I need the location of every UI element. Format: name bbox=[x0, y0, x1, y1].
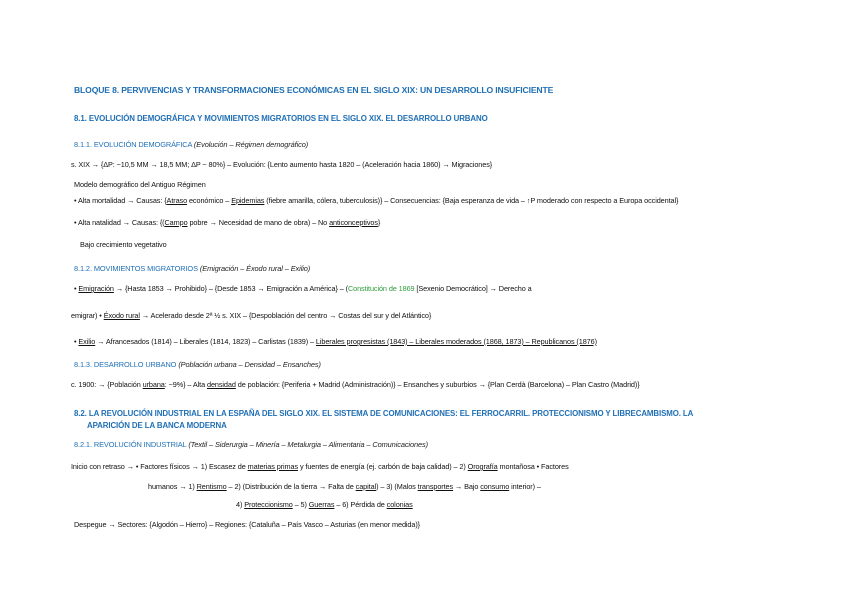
urban-text-a: c. 1900: → {Población bbox=[71, 380, 143, 389]
human2-text-a: 4) bbox=[236, 500, 245, 509]
emigration-text-a: • bbox=[74, 284, 79, 293]
urban-text-b: : ~9%} – Alta bbox=[164, 380, 207, 389]
mortality-text-c: (fiebre amarilla, cólera, tuberculosis)} – Consecuencias: {Baja esperanza de vida – ↑P moderado con respecto a Europa occidental} bbox=[264, 196, 679, 205]
rural-exodus-text-b: → Acelerado desde 2ª ½ s. XIX – {Despoblación del centro → Costas del sur y del Atlántico} bbox=[139, 311, 432, 320]
section-8-2-heading-line1: 8.2. LA REVOLUCIÓN INDUSTRIAL EN LA ESPAÑA DEL SIGLO XIX. EL SISTEMA DE COMUNICACIONES: EL FERROCARRIL. PROTECCIONISMO Y LIBRECAMBISMO. LA bbox=[74, 409, 694, 418]
section-8-1-1-note: (Evolución – Régimen demográfico) bbox=[193, 140, 309, 149]
emigration-text-c: [Sexenio Democrático] → Derecho a bbox=[414, 284, 532, 293]
natality-text-a: • Alta natalidad → Causas: {( bbox=[74, 218, 165, 227]
urban-text-c: de población: {Periferia + Madrid (Administración)} – Ensanches y suburbios → {Plan Cerdà (Barcelona) – Plan Castro (Madrid)} bbox=[235, 380, 640, 389]
section-8-2-1-heading bbox=[74, 440, 428, 449]
human-text-d: → Bajo bbox=[453, 482, 481, 491]
human-text-b: – 2) (Distribución de la tierra → Falta de bbox=[226, 482, 356, 491]
mortality-bullet bbox=[74, 196, 678, 205]
section-8-1-1-heading bbox=[74, 140, 308, 149]
natality-bullet bbox=[74, 218, 380, 227]
rural-exodus-text-a: emigrar) • bbox=[71, 311, 104, 320]
urban-term-urbana: urbana bbox=[142, 380, 165, 389]
natality-text-c: } bbox=[377, 218, 381, 227]
section-8-2-1-title: 8.2.1. REVOLUCIÓN INDUSTRIAL bbox=[74, 440, 187, 449]
term-transportes: transportes bbox=[417, 482, 454, 491]
term-materias-primas: materias primas bbox=[247, 462, 299, 471]
demography-evolution-line: s. XIX → {ΔP: ~10,5 MM → 18,5 MM; ΔP ~ 80%} – Evolución: {Lento aumento hasta 1820 – (Aceleración hacia 1860) → Migraciones} bbox=[71, 160, 493, 169]
section-8-1-1-title: 8.1.1. EVOLUCIÓN DEMOGRÁFICA bbox=[74, 140, 192, 149]
human-text-c: ) – 3) (Malos bbox=[376, 482, 418, 491]
section-8-1-2-title: 8.1.2. MOVIMIENTOS MIGRATORIOS bbox=[74, 264, 198, 273]
emigration-bullet bbox=[74, 284, 532, 293]
section-8-1-3-note: (Población urbana – Densidad – Ensanches) bbox=[178, 360, 321, 369]
human-factors-line-2 bbox=[236, 500, 413, 509]
exile-text-b: → Afrancesados (1814) – Liberales (1814, 1823) – Carlistas (1839) – bbox=[95, 337, 316, 346]
emigration-term: Emigración bbox=[78, 284, 114, 293]
urban-development-line bbox=[71, 380, 640, 389]
rural-exodus-line bbox=[71, 311, 431, 320]
exile-term: Exilio bbox=[78, 337, 96, 346]
rural-exodus-term: Éxodo rural bbox=[103, 311, 140, 320]
section-8-1-3-title: 8.1.3. DESARROLLO URBANO bbox=[74, 360, 177, 369]
human2-text-c: – 6) Pérdida de bbox=[334, 500, 387, 509]
exile-liberals-underlined: Liberales progresistas (1843) – Liberales moderados (1868, 1873) – Republicanos (1876) bbox=[315, 337, 597, 346]
section-8-1-heading: 8.1. EVOLUCIÓN DEMOGRÁFICA Y MOVIMIENTOS MIGRATORIOS EN EL SIGLO XIX. EL DESARROLLO URBANO bbox=[74, 114, 488, 123]
term-capital: capital bbox=[355, 482, 377, 491]
natality-term-anticonceptivos: anticonceptivos bbox=[329, 218, 378, 227]
section-8-2-heading-line2: APARICIÓN DE LA BANCA MODERNA bbox=[87, 421, 227, 430]
emigration-text-b: → {Hasta 1853 → Prohibido} – {Desde 1853 → Emigración a América} – ( bbox=[113, 284, 348, 293]
term-rentismo: Rentismo bbox=[196, 482, 227, 491]
human-factors-line bbox=[148, 482, 541, 491]
term-proteccionismo: Proteccionismo bbox=[244, 500, 293, 509]
mortality-text-b: económico – bbox=[187, 196, 232, 205]
section-8-1-3-heading bbox=[74, 360, 321, 369]
exile-text-a: • bbox=[74, 337, 79, 346]
term-colonias: colonias bbox=[386, 500, 413, 509]
constitution-1869-link: Constitución de 1869 bbox=[347, 284, 415, 293]
takeoff-line: Despegue → Sectores: {Algodón – Hierro} – Regiones: {Cataluña – País Vasco – Asturias (en menor medida)} bbox=[74, 520, 421, 529]
urban-term-densidad: densidad bbox=[206, 380, 236, 389]
section-8-1-2-heading bbox=[74, 264, 310, 273]
page-title: BLOQUE 8. PERVIVENCIAS Y TRANSFORMACIONES ECONÓMICAS EN EL SIGLO XIX: UN DESARROLLO INSUFICIENTE bbox=[74, 85, 554, 95]
industrial-text-b: y fuentes de energía (ej. carbón de baja calidad) – 2) bbox=[298, 462, 468, 471]
industrial-text-c: montañosa • Factores bbox=[497, 462, 569, 471]
mortality-term-epidemias: Epidemias bbox=[231, 196, 265, 205]
term-guerras: Guerras bbox=[308, 500, 335, 509]
industrial-text-a: Inicio con retraso → • Factores físicos → 1) Escasez de bbox=[71, 462, 248, 471]
human2-text-b: – 5) bbox=[292, 500, 309, 509]
section-8-1-2-note: (Emigración – Éxodo rural – Exilio) bbox=[199, 264, 311, 273]
natality-term-campo: Campo bbox=[164, 218, 188, 227]
natality-text-b: pobre → Necesidad de mano de obra) – No bbox=[187, 218, 330, 227]
section-8-2-1-note: (Textil – Siderurgia – Minería – Metalurgia – Alimentaria – Comunicaciones) bbox=[188, 440, 428, 449]
mortality-text-a: • Alta mortalidad → Causas: { bbox=[74, 196, 167, 205]
industrial-start-line bbox=[71, 462, 569, 471]
demographic-model-title: Modelo demográfico del Antiguo Régimen bbox=[74, 180, 206, 189]
vegetative-growth-line: Bajo crecimiento vegetativo bbox=[80, 240, 167, 249]
human-text-e: interior) – bbox=[509, 482, 541, 491]
human-text-a: humanos → 1) bbox=[148, 482, 197, 491]
mortality-term-atraso: Atraso bbox=[166, 196, 188, 205]
exile-bullet bbox=[74, 337, 597, 346]
term-orografia: Orografía bbox=[467, 462, 498, 471]
term-consumo: consumo bbox=[480, 482, 510, 491]
